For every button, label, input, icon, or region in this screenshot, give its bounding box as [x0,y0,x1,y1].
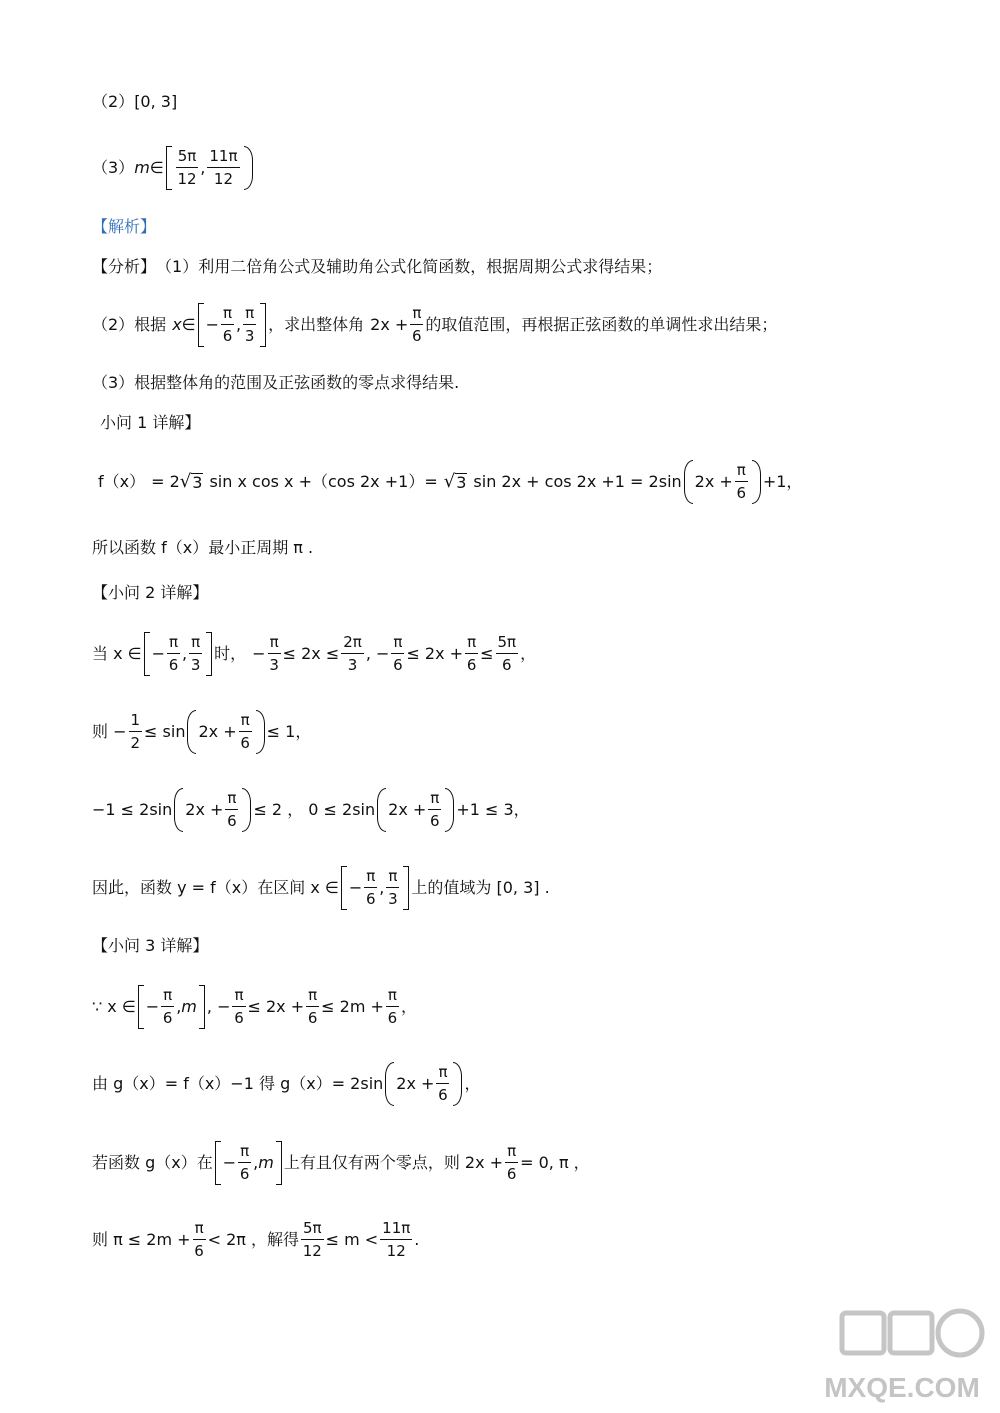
q2-line-3: −1 ≤ 2sin 2x + $\frac{\pi}{6}$ ≤ 2 ， 0 ≤ 2sin 2x + $\frac{\pi}{6}$ +1 ≤ 3， [92,789,530,830]
fraction: $\frac{5\pi}{12}$ [177,147,197,188]
q2-heading: 【小问 2 详解】 [92,583,209,602]
q3-line-3: 若函数 g（x）在 − $\frac{\pi}{6}$ , m 上有且仅有两个零点，则 2x + $\frac{\pi}{6}$ = 0, π ， [92,1142,590,1183]
q1-heading: 小问 1 详解】 [100,413,201,432]
analysis-2: （2）根据 x ∈ − $\frac{\pi}{6}$ , $\frac{\pi}{3}$ ，求出整体角 2x + $\frac{\pi}{6}$ 的取值范围，再根据正弦函数的单调性求出结果； [92,304,778,345]
q2-line-2: 则 − $\frac{1}{2}$ ≤ sin 2x + $\frac{\pi}{6}$ ≤ 1， [92,711,312,752]
q3-conclusion: 则 π ≤ 2m + $\frac{\pi}{6}$ < 2π ，解得 $\frac{5\pi}{12}$ ≤ m < $\frac{11\pi}{12}$ . [92,1219,420,1260]
answer-2-value: [0, 3] [134,92,178,111]
fraction: $\frac{11\pi}{12}$ [209,147,238,188]
q3-line-1: ∵ x ∈ − $\frac{\pi}{6}$ , m , − $\frac{\pi}{6}$ ≤ 2x + $\frac{\pi}{6}$ ≤ 2m + $\frac{\pi}{6}$ ， [92,986,417,1027]
watermark-logo [782,1305,992,1405]
period-conclusion: 所以函数 f（x）最小正周期 π . [92,538,314,557]
jiexi-heading: 【解析】 [92,217,157,236]
q3-line-2: 由 g（x）= f（x）−1 得 g（x）= 2sin 2x + $\frac{\pi}{6}$ ， [92,1063,481,1104]
analysis-3: （3）根据整体角的范围及正弦函数的零点求得结果. [92,373,460,392]
answer-2-label: （2） [92,92,135,111]
q2-line-1: 当 x ∈ − $\frac{\pi}{6}$ , $\frac{\pi}{3}$ 时， − $\frac{\pi}{3}$ ≤ 2x ≤ $\frac{2\pi}{3}$ , − $\frac{\pi}{6}$ ≤ 2x + $\frac{\pi}{6}$ ≤ $\frac{5\pi}{6}$ ， [92,633,537,674]
watermark-text: MXQE.COM [824,1372,980,1403]
answer-2 [92,94,177,110]
watermark-graphic [782,1305,992,1405]
answer-3: （3） m ∈ $\frac{5\pi}{12}$ , $\frac{11\pi}{12}$ [92,146,255,190]
right-paren [244,146,253,190]
q2-conclusion: 因此，函数 y = f（x）在区间 x ∈ − $\frac{\pi}{6}$ , $\frac{\pi}{3}$ 上的值域为 [0, 3] . [92,867,550,908]
analysis-1: 【分析】 （1）利用二倍角公式及辅助角公式化简函数，根据周期公式求得结果； [92,257,663,276]
formula-fx: f（x） = 2 √ 3 sin x cos x +（cos 2x +1）= √ 3 sin 2x + cos 2x +1 = 2sin 2x + $\frac{\pi}{6}$ +1， [98,461,803,502]
left-bracket [166,146,172,190]
q3-heading: 【小问 3 详解】 [92,936,209,955]
